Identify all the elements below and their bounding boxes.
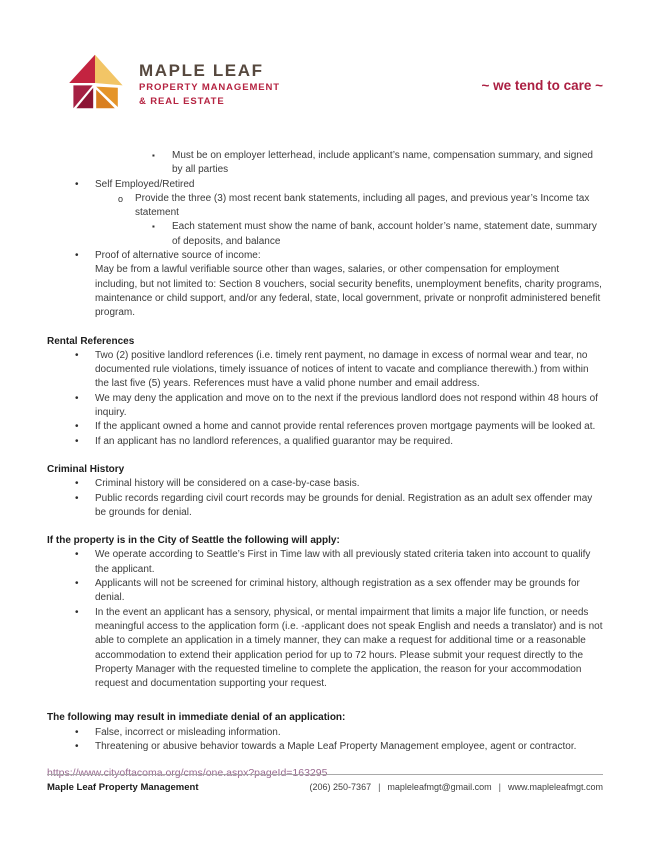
list-item bbox=[47, 740, 603, 754]
list-item-text: If an applicant has no landlord references, a qualified guarantor may be required. bbox=[95, 435, 454, 447]
square-bullet-icon: ▪ bbox=[152, 151, 155, 160]
disc-bullet-icon: • bbox=[75, 606, 79, 618]
list-item-text: Criminal history will be considered on a case-by-case basis. bbox=[95, 478, 360, 490]
disc-bullet-icon: • bbox=[75, 250, 79, 262]
list-item-text: If the applicant owned a home and cannot provide rental references proven mortgage payments will be looked at. bbox=[95, 421, 596, 433]
list-item-text: Self Employed/Retired bbox=[95, 178, 195, 190]
logo-subtitle-line2: & REAL ESTATE bbox=[139, 95, 225, 107]
document-section bbox=[47, 335, 603, 449]
logo-company-name: MAPLE LEAF bbox=[139, 61, 264, 80]
footer-row bbox=[47, 782, 603, 793]
document-section bbox=[47, 534, 603, 691]
footer-email: mapleleafmgt@gmail.com bbox=[387, 782, 492, 792]
list-item-text: We operate according to Seattle’s First in Time law with all previously stated criteria taken into account to qualify the applicant. bbox=[95, 549, 591, 575]
list-item bbox=[47, 192, 603, 221]
house-logo-icon bbox=[64, 53, 126, 113]
section-heading: Rental References bbox=[47, 335, 135, 347]
list-item-text: False, incorrect or misleading information. bbox=[95, 726, 281, 738]
disc-bullet-icon: • bbox=[75, 740, 79, 752]
list-item-text: Must be on employer letterhead, include applicant’s name, compensation summary, and signed by all parties bbox=[172, 150, 593, 176]
list-item bbox=[47, 420, 603, 434]
list-item-text: Provide the three (3) most recent bank statements, including all pages, and previous year’s Income tax statement bbox=[135, 192, 590, 219]
disc-bullet-icon: • bbox=[75, 726, 79, 738]
list-item-text: Threatening or abusive behavior towards a Maple Leaf Property Management employee, agent or contractor. bbox=[95, 740, 577, 752]
letterhead bbox=[0, 0, 650, 113]
disc-bullet-icon: • bbox=[75, 421, 79, 433]
list-item bbox=[47, 220, 603, 249]
list-item bbox=[47, 548, 603, 577]
city-of-tacoma-link[interactable]: https://www.cityoftacoma.org/cms/one.aspx?pageId=163295 bbox=[47, 767, 328, 780]
list-item-text: Proof of alternative source of income: bbox=[95, 250, 261, 262]
logo-text bbox=[139, 53, 280, 108]
footer-company-name: Maple Leaf Property Management bbox=[47, 782, 199, 793]
disc-bullet-icon: • bbox=[75, 435, 79, 447]
disc-bullet-icon: • bbox=[75, 549, 79, 561]
list-item-text: In the event an applicant has a sensory, physical, or mental impairment that limits a major life function, or needs meaningful access to the application form (i.e. -applicant does not speak English and needs a translator) and is not able to complete an application in a timely manner, they can make a request for additional time or a reasonable accommodation to extend their application period for up to 72 hours. Please submit your request directly to the Property Manager with the requested timeline to complete the application, the reason for your accommodation request and documentation supporting your request. bbox=[95, 606, 603, 690]
list-item-text: May be from a lawful verifiable source other than wages, salaries, or other compensation for employment including, but not limited to: Section 8 vouchers, social security benefits, unemployment benefits, charity programs, maintenance or child support, and/or any federal, state, local government, private or nonprofit administered benefit program. bbox=[95, 264, 602, 319]
list-item bbox=[47, 435, 603, 449]
footer-contact-info bbox=[310, 782, 603, 792]
list-item bbox=[47, 477, 603, 491]
list-item bbox=[47, 726, 603, 740]
list-item bbox=[47, 178, 603, 192]
list-item-text: Applicants will not be screened for criminal history, although registration as a sex offender may be grounds for denial. bbox=[95, 578, 580, 604]
list-item bbox=[47, 492, 603, 521]
list-item-text: Each statement must show the name of bank, account holder’s name, statement date, summary of deposits, and balance bbox=[172, 221, 597, 247]
document-section bbox=[47, 149, 603, 321]
list-item bbox=[47, 349, 603, 392]
footer-separator: | bbox=[498, 782, 501, 792]
document-section bbox=[47, 711, 603, 754]
square-bullet-icon: ▪ bbox=[152, 222, 155, 232]
section-heading: If the property is in the City of Seattle the following will apply: bbox=[47, 535, 340, 547]
disc-bullet-icon: • bbox=[75, 578, 79, 590]
document-section bbox=[47, 463, 603, 520]
footer-divider bbox=[47, 774, 603, 775]
company-tagline: ~ we tend to care ~ bbox=[481, 78, 603, 93]
footer-separator: | bbox=[378, 782, 381, 792]
paragraph bbox=[47, 263, 603, 320]
logo-subtitle-line1: PROPERTY MANAGEMENT bbox=[139, 81, 280, 93]
disc-bullet-icon: • bbox=[75, 392, 79, 404]
list-item-text: We may deny the application and move on to the next if the previous landlord does not respond within 48 hours of inquiry. bbox=[95, 392, 598, 419]
list-item bbox=[47, 606, 603, 692]
company-logo bbox=[64, 53, 280, 113]
disc-bullet-icon: • bbox=[75, 178, 79, 190]
list-item bbox=[47, 392, 603, 421]
disc-bullet-icon: • bbox=[75, 492, 79, 504]
circle-bullet-icon: o bbox=[118, 193, 124, 204]
list-item bbox=[47, 249, 603, 263]
document-body bbox=[47, 149, 603, 754]
disc-bullet-icon: • bbox=[75, 478, 79, 490]
list-item-text: Two (2) positive landlord references (i.e. timely rent payment, no damage in excess of normal wear and tear, no documented rule violations, timely issuance of notices of intent to vacate and compliance therewith.) from within the last five (5) years. References must have a valid phone number and email address. bbox=[95, 349, 589, 390]
list-item-text: Public records regarding civil court records may be grounds for denial. Registration as an adult sex offender may be grounds for denial. bbox=[95, 492, 593, 518]
disc-bullet-icon: • bbox=[75, 349, 79, 361]
section-heading: Criminal History bbox=[47, 463, 125, 475]
footer-phone: (206) 250-7367 bbox=[309, 782, 372, 792]
list-item bbox=[47, 577, 603, 606]
section-heading: The following may result in immediate denial of an application: bbox=[47, 712, 346, 724]
page-footer bbox=[47, 774, 603, 793]
footer-website: www.mapleleafmgt.com bbox=[507, 782, 603, 792]
list-item bbox=[47, 149, 603, 178]
